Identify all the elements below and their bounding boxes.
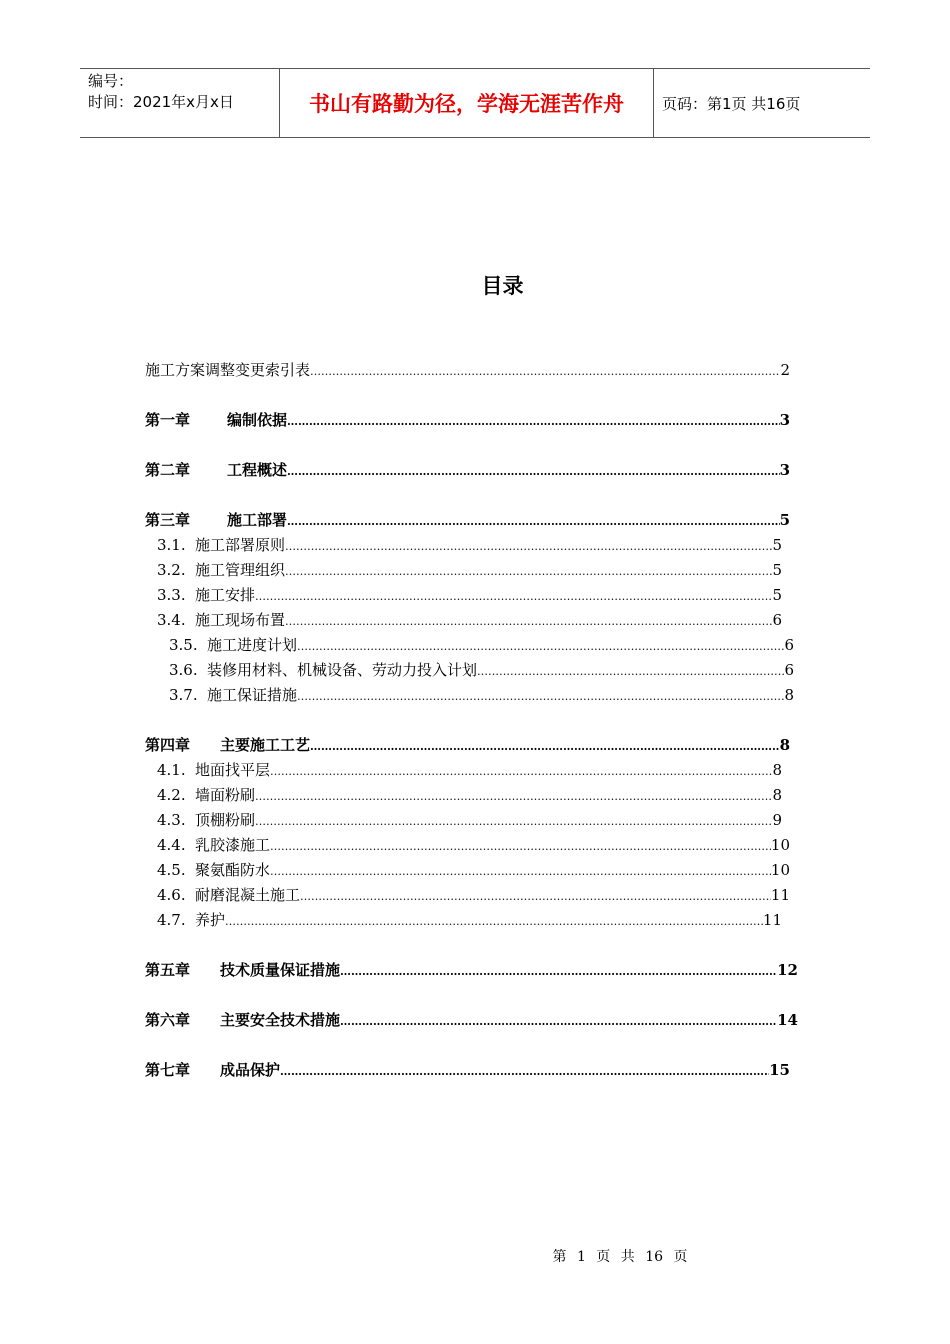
toc-entry-label: 成品保护 <box>220 1061 281 1079</box>
toc-entry <box>157 783 782 807</box>
toc-entry-page: 5 <box>772 561 782 579</box>
toc-entry-label: 乳胶漆施工 <box>195 836 271 854</box>
toc-dot-leader <box>297 685 784 709</box>
toc-entry <box>145 733 790 757</box>
header-page-info: 页码：第1页 共16页 <box>662 94 801 113</box>
toc-entry-number: 4.7. <box>157 911 186 929</box>
time-label: 时间：2021年x月x日 <box>88 93 234 111</box>
toc-entry-page: 6 <box>784 661 794 679</box>
toc-entry-label: 耐磨混凝土施工 <box>195 886 301 904</box>
toc-entry-label: 主要安全技术措施 <box>220 1011 341 1029</box>
toc-entry <box>145 1058 790 1082</box>
toc-dot-leader <box>285 560 772 584</box>
toc-entry-page: 6 <box>772 611 782 629</box>
toc-entry-label: 施工进度计划 <box>207 636 298 654</box>
toc-entry-number: 3.4. <box>157 611 186 629</box>
toc-entry <box>157 858 790 882</box>
toc-entry <box>169 683 794 707</box>
toc-dot-leader <box>270 860 771 884</box>
toc-dot-leader <box>340 960 777 984</box>
toc-entry-number: 3.1. <box>157 536 186 554</box>
toc-dot-leader <box>310 735 780 759</box>
toc-dot-leader <box>340 1010 777 1034</box>
toc-entry-number: 3.2. <box>157 561 186 579</box>
toc-entry-label: 施工保证措施 <box>207 686 298 704</box>
page-footer: 第 1 页 共 16 页 <box>552 1249 688 1265</box>
toc-dot-leader <box>310 360 780 384</box>
toc-entry-page: 5 <box>772 536 782 554</box>
toc-dot-leader <box>255 810 772 834</box>
toc-entry <box>157 558 782 582</box>
toc-entry-number: 4.1. <box>157 761 186 779</box>
number-label: 编号： <box>88 72 134 90</box>
toc-entry-label: 聚氨酯防水 <box>195 861 271 879</box>
toc-entry-page: 14 <box>777 1011 798 1029</box>
toc-entry <box>145 958 798 982</box>
toc-entry-page: 8 <box>784 686 794 704</box>
toc-entry-page: 2 <box>780 361 790 379</box>
toc-entry-number: 第三章 <box>145 511 191 529</box>
toc-dot-leader <box>270 760 772 784</box>
toc-entry <box>157 533 782 557</box>
toc-entry <box>145 358 790 382</box>
toc-entry <box>169 633 794 657</box>
toc-entry-page: 5 <box>772 586 782 604</box>
toc-dot-leader <box>255 785 772 809</box>
toc-entry-label: 施工现场布置 <box>195 611 286 629</box>
toc-entry-page: 15 <box>769 1061 790 1079</box>
toc-entry <box>169 658 794 682</box>
toc-entry-label: 地面找平层 <box>195 761 271 779</box>
page-header <box>80 68 870 138</box>
toc-entry-number: 3.7. <box>169 686 198 704</box>
toc-entry <box>145 458 790 482</box>
toc-entry <box>145 1008 798 1032</box>
toc-entry-number: 第五章 <box>145 961 191 979</box>
toc-entry <box>157 883 790 907</box>
toc-entry-number: 第七章 <box>145 1061 191 1079</box>
toc-dot-leader <box>285 535 772 559</box>
toc-entry-number: 4.5. <box>157 861 186 879</box>
toc-dot-leader <box>287 410 780 434</box>
toc-title: 目录 <box>481 273 524 298</box>
toc-entry <box>145 408 790 432</box>
toc-entry-number: 第四章 <box>145 736 191 754</box>
toc-entry-page: 10 <box>770 861 790 879</box>
toc-entry-label: 技术质量保证措施 <box>220 961 341 979</box>
toc-dot-leader <box>300 885 771 909</box>
toc-entry-page: 8 <box>772 761 782 779</box>
toc-dot-leader <box>287 460 780 484</box>
toc-entry-page: 3 <box>779 411 790 429</box>
header-motto: 书山有路勤为径，学海无涯苦作舟 <box>280 69 654 137</box>
toc-entry-page: 9 <box>772 811 782 829</box>
toc-dot-leader <box>287 510 780 534</box>
toc-entry-page: 11 <box>762 911 782 929</box>
toc-entry <box>157 808 782 832</box>
toc-dot-leader <box>477 660 784 684</box>
toc-entry <box>157 608 782 632</box>
toc-dot-leader <box>280 1060 769 1084</box>
toc-entry-page: 3 <box>779 461 790 479</box>
toc-entry <box>157 908 782 932</box>
toc-entry-page: 8 <box>779 736 790 754</box>
toc-dot-leader <box>255 585 772 609</box>
toc-entry-number: 4.2. <box>157 786 186 804</box>
toc-dot-leader <box>270 835 771 859</box>
toc-entry-number: 第六章 <box>145 1011 191 1029</box>
toc-entry-page: 10 <box>770 836 790 854</box>
toc-entry-label: 工程概述 <box>227 461 288 479</box>
toc-entry-label: 养护 <box>195 911 226 929</box>
toc-entry-label: 施工部署 <box>227 511 288 529</box>
toc-dot-leader <box>225 910 763 934</box>
toc-entry-page: 8 <box>772 786 782 804</box>
toc-entry-number: 第二章 <box>145 461 191 479</box>
toc-entry-label: 顶棚粉刷 <box>195 811 256 829</box>
toc-entry-label: 主要施工工艺 <box>220 736 311 754</box>
toc-entry <box>157 758 782 782</box>
toc-entry-label: 施工安排 <box>195 586 256 604</box>
toc-entry-label: 施工部署原则 <box>195 536 286 554</box>
toc-entry-label: 墙面粉刷 <box>195 786 256 804</box>
toc-entry-label: 施工管理组织 <box>195 561 286 579</box>
toc-entry-label: 装修用材料、机械设备、劳动力投入计划 <box>207 661 478 679</box>
toc-entry-number: 4.6. <box>157 886 186 904</box>
toc-entry-page: 6 <box>784 636 794 654</box>
toc-entry-number: 第一章 <box>145 411 191 429</box>
toc-dot-leader <box>297 635 784 659</box>
toc-entry <box>157 833 790 857</box>
toc-entry-number: 4.4. <box>157 836 186 854</box>
toc-entry <box>145 508 790 532</box>
toc-entry-label: 施工方案调整变更索引表 <box>145 361 311 379</box>
toc-dot-leader <box>285 610 772 634</box>
toc-entry-number: 3.5. <box>169 636 198 654</box>
toc-entry-label: 编制依据 <box>227 411 288 429</box>
toc-entry-page: 5 <box>779 511 790 529</box>
toc-entry-number: 3.6. <box>169 661 198 679</box>
toc-entry-number: 4.3. <box>157 811 186 829</box>
toc-entry-number: 3.3. <box>157 586 186 604</box>
header-meta <box>80 69 280 137</box>
toc-entry-page: 11 <box>770 886 790 904</box>
toc-entry <box>157 583 782 607</box>
toc-entry-page: 12 <box>777 961 798 979</box>
